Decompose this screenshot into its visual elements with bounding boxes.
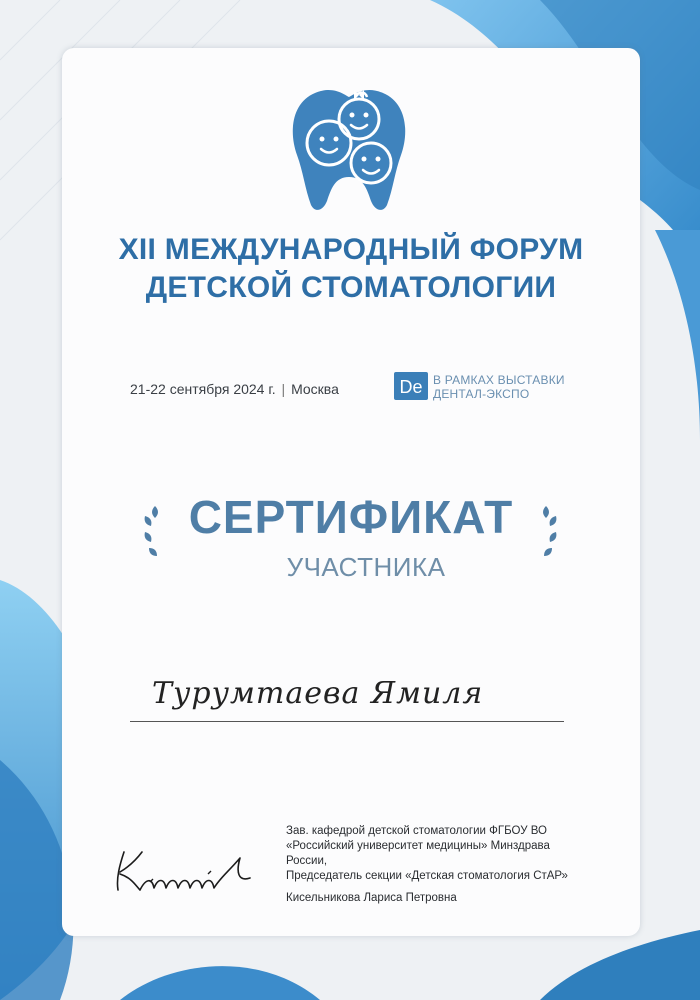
event-city: Москва [291,381,339,397]
certificate-title: СЕРТИФИКАТ [188,491,514,543]
expo-line2: ДЕНТАЛ-ЭКСПО [433,387,530,401]
signatory-title-line: России, [286,855,328,867]
expo-line1: В РАМКАХ ВЫСТАВКИ [433,373,565,387]
forum-title-line1: XII МЕЖДУНАРОДНЫЙ ФОРУМ [118,233,584,266]
signatory-name: Кисельникова Лариса Петровна [286,892,457,904]
event-date: 21-22 сентября 2024 г. [130,381,276,397]
name-underline [130,721,564,722]
forum-title-line2: ДЕТСКОЙ СТОМАТОЛОГИИ [145,271,557,304]
dental-expo-logo [394,372,428,400]
event-separator: | [281,381,286,397]
forum-tooth-logo [285,85,413,215]
dental-expo-logo-text: De [399,377,423,397]
signatory-title-line: «Российский университет медицины» Минздрава [286,840,550,852]
signatory-block [286,824,626,906]
event-info [130,381,339,397]
expo-caption [433,373,565,401]
signatory-title-line: Председатель секции «Детская стоматология СтАР» [286,870,568,882]
participant-name: Турумтаева Ямиля [152,676,484,711]
signatory-title-line: Зав. кафедрой детской стоматологии ФГБОУ ВО [286,825,547,837]
certificate-subtitle: УЧАСТНИКА [286,552,446,582]
handwritten-signature [110,838,270,900]
